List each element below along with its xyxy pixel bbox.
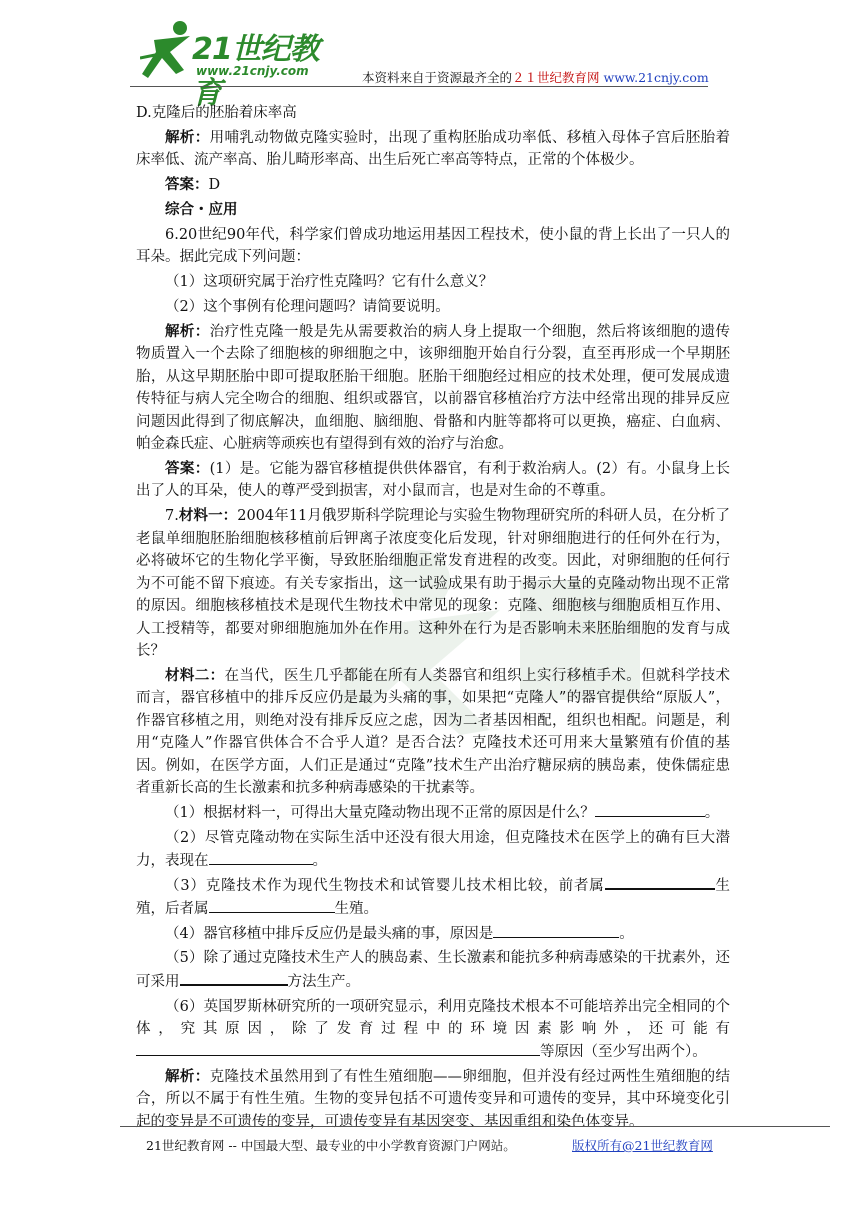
answer-1 bbox=[136, 174, 730, 197]
answer-label: 答案： bbox=[165, 176, 209, 194]
answer-text: D bbox=[208, 177, 221, 194]
document-body bbox=[136, 102, 730, 1135]
material-1 bbox=[136, 505, 730, 663]
tagline-prefix: 本资料来自于资源最齐全的 bbox=[362, 70, 513, 85]
footer-divider bbox=[120, 1126, 830, 1127]
material-1-text: 2004年11月俄罗斯科学院理论与实验生物物理研究所的科研人员，在分析了老鼠单细胞胚胎细胞核移植前后钾离子浓度变化后发现，针对卵细胞进行的任何外在行为，必将破坏它的生物化学平衡，导致胚胎细胞正常发育进程的改变。因此，对卵细胞的任何行为不可能不留下痕迹。有关专家指出，这一试验成果有助于揭示大量的克隆动物出现不正常的原因。细胞核移植技术是现代生物技术中常见的现象：克隆、细胞核与细胞质相互作用、人工授精等，都要对卵细胞施加外在作用。这种外在行为是否影响未来胚胎细胞的发育与成长？ bbox=[136, 508, 730, 660]
page-header bbox=[0, 0, 860, 111]
material-1-label: 材料一： bbox=[178, 507, 238, 525]
analysis-1 bbox=[136, 127, 730, 172]
footer-copyright-link[interactable]: 版权所有@21世纪教育网 bbox=[572, 1138, 713, 1153]
material-2-text: 在当代，医生几乎都能在所有人类器官和组织上实行移植手术。但就科学技术而言，器官移植中的排斥反应仍是最为头痛的事，如果把“克隆人”的器官提供给“原版人”，作器官移植之用，则绝对没有排斥反应之虑，因为二者基因相配，组织也相配。问题是，利用“克隆人”作器官供体合不合乎人道？是否合法？克隆技术还可用来大量繁殖有价值的基因。例如，在医学方面，人们正是通过“克隆”技术生产出治疗糖尿病的胰岛素，使侏儒症患者重新长高的生长激素和抗多种病毒感染的干扰素等。 bbox=[136, 667, 730, 797]
analysis-label: 解析： bbox=[165, 128, 210, 146]
question-7-6: （6）英国罗斯林研究所的一项研究显示，利用克隆技术根本不可能培养出完全相同的个体，究其原因，除了发育过程中的环境因素影响外，还可能有等原因（至少写出两个）。 bbox=[136, 998, 730, 1060]
logo-url: www.21cnjy.com bbox=[196, 64, 309, 78]
question-6: 6.20世纪90年代，科学家们曾成功地运用基因工程技术，使小鼠的背上长出了一只人的耳朵。据此完成下列问题： bbox=[136, 226, 730, 266]
analysis-text: 治疗性克隆一般是先从需要救治的病人身上提取一个细胞，然后将该细胞的遗传物质置入一个去除了细胞核的卵细胞之中，该卵细胞开始自行分裂，直至再形成一个早期胚胎，从这早期胚胎中即可提取胚胎干细胞。胚胎干细胞经过相应的技术处理，便可发展成遗传特征与病人完全吻合的细胞、组织或器官，以前器官移植治疗方法中经常出现的排异反应问题因此得到了彻底解决，血细胞、脑细胞、骨骼和内脏等都将可以更换，癌症、白血病、帕金森氏症、心脏病等顽疾也有望得到有效的治疗与治愈。 bbox=[136, 323, 731, 453]
question-7-2: （2）尽管克隆动物在实际生活中还没有很大用途，但克隆技术在医学上的确有巨大潜力，表现在 。 bbox=[136, 830, 730, 869]
analysis-label: 解析： bbox=[165, 1067, 210, 1085]
analysis-text: 克隆技术虽然用到了有性生殖细胞——卵细胞，但并没有经过两性生殖细胞的结合，所以不属于有性生殖。生物的变异包括不可遗传变异和可遗传的变异，其中环境变化引起的变异是不可遗传的变异，可遗传变异有基因突变、基因重组和染色体变异。 bbox=[136, 1068, 731, 1130]
material-2 bbox=[136, 665, 730, 800]
analysis-label: 解析： bbox=[165, 322, 210, 340]
section-title: 综合・应用 bbox=[165, 200, 238, 218]
answer-blank[interactable] bbox=[605, 874, 715, 890]
header-tagline bbox=[362, 68, 709, 86]
answer-text: (1）是。它能为器官移植提供供体器官，有利于救治病人。(2）有。小鼠身上长出了人的耳朵，使人的尊严受到损害，对小鼠而言，也是对生命的不尊重。 bbox=[136, 460, 731, 500]
question-7-5: （5）除了通过克隆技术生产人的胰岛素、生长激素和能抗多种病毒感染的干扰素外，还可采用 方法生产。 bbox=[136, 950, 730, 990]
tagline-brand: ２１世纪教育网 bbox=[512, 70, 600, 85]
answer-label: 答案： bbox=[165, 459, 210, 477]
question-7-4: （4）器官移植中排斥反应仍是最头痛的事，原因是 。 bbox=[136, 923, 730, 946]
logo-text: 21世纪教育 bbox=[192, 32, 319, 111]
header-divider bbox=[130, 86, 708, 87]
question-7-number: 7. bbox=[165, 508, 179, 525]
answer-blank[interactable] bbox=[209, 850, 313, 865]
option-d: D.克隆后的胚胎着床率高 bbox=[136, 105, 297, 121]
analysis-2 bbox=[136, 321, 730, 456]
tagline-url-link[interactable]: www.21cnjy.com bbox=[603, 70, 709, 85]
question-6-1: （1）这项研究属于治疗性克隆吗？它有什么意义？ bbox=[165, 273, 494, 290]
analysis-3 bbox=[136, 1066, 730, 1134]
question-7-3: （3）克隆技术作为现代生物技术和试管婴儿技术相比较，前者属 生殖，后者属 生殖。 bbox=[136, 874, 730, 920]
runner-logo-icon bbox=[140, 18, 200, 84]
answer-blank[interactable] bbox=[493, 923, 619, 938]
material-2-label: 材料二： bbox=[165, 666, 225, 684]
answer-blank[interactable] bbox=[595, 802, 705, 817]
analysis-text: 用哺乳动物做克隆实验时，出现了重构胚胎成功率低、移植入母体子宫后胚胎着床率低、流产率高、胎儿畸形率高、出生后死亡率高等特点，正常的个体极少。 bbox=[136, 129, 731, 169]
answer-blank[interactable] bbox=[209, 898, 335, 913]
footer-text: 21世纪教育网 -- 中国最大型、最专业的中小学教育资源门户网站。 bbox=[146, 1138, 516, 1153]
answer-blank[interactable] bbox=[136, 1041, 540, 1056]
site-logo bbox=[140, 18, 340, 111]
answer-blank[interactable] bbox=[180, 970, 288, 986]
question-6-2: （2）这个事例有伦理问题吗？请简要说明。 bbox=[165, 298, 450, 315]
answer-2 bbox=[136, 458, 730, 503]
question-7-1: （1）根据材料一，可得出大量克隆动物出现不正常的原因是什么？ 。 bbox=[136, 802, 730, 825]
